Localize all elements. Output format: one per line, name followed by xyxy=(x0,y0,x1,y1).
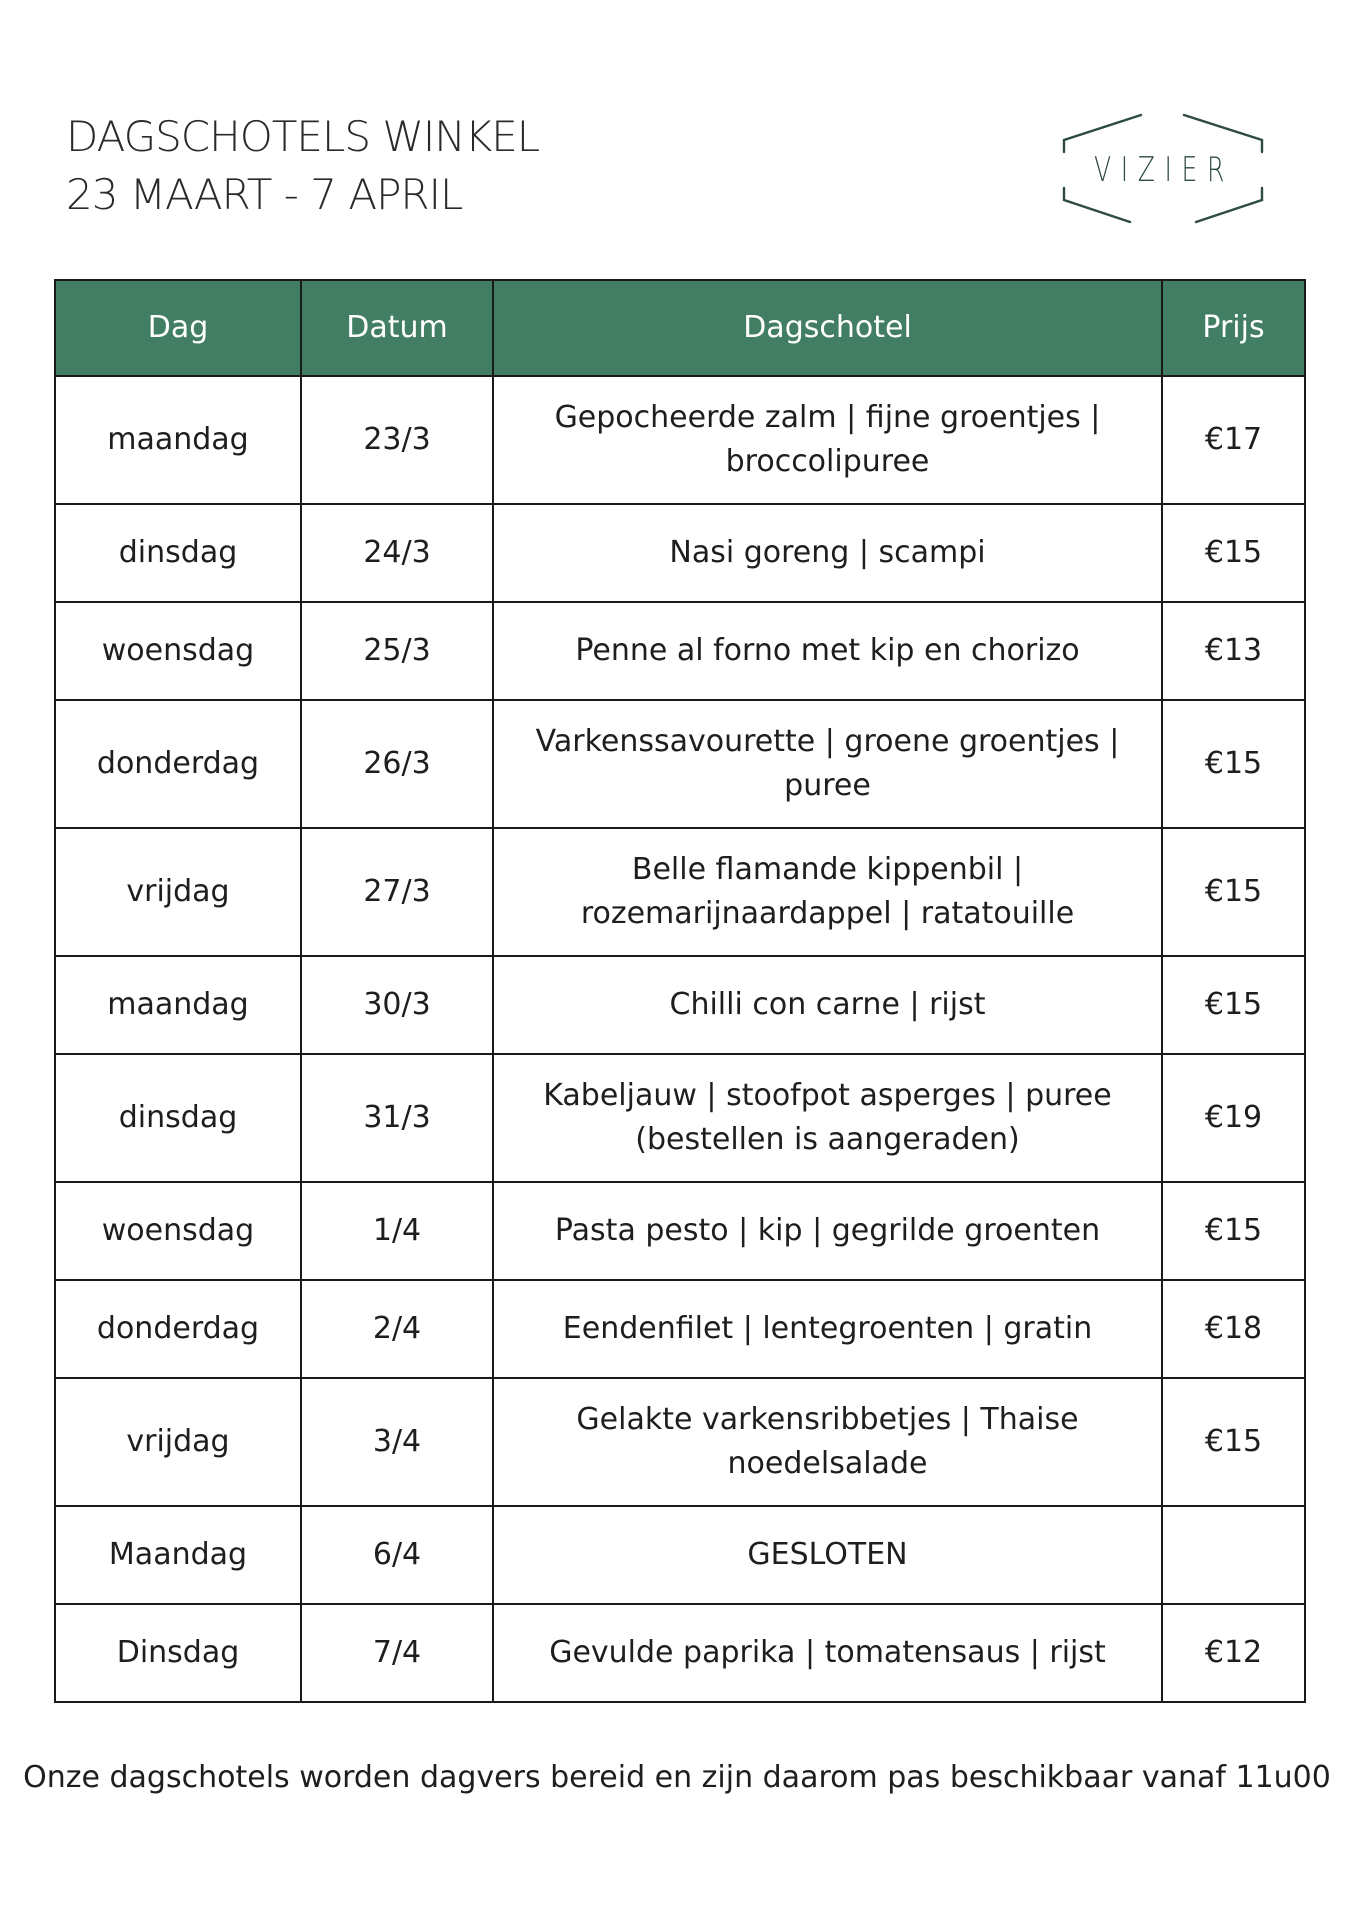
column-header-dagschotel: Dagschotel xyxy=(493,280,1162,376)
cell-dagschotel: Pasta pesto | kip | gegrilde groenten xyxy=(493,1182,1162,1280)
cell-prijs: €13 xyxy=(1162,602,1305,700)
cell-prijs: €18 xyxy=(1162,1280,1305,1378)
table-row xyxy=(55,1378,1305,1506)
cell-dagschotel: Kabeljauw | stoofpot asperges | puree (bestellen is aangeraden) xyxy=(493,1054,1162,1182)
cell-prijs xyxy=(1162,1506,1305,1604)
cell-dagschotel: Gelakte varkensribbetjes | Thaise noedelsalade xyxy=(493,1378,1162,1506)
cell-prijs: €15 xyxy=(1162,956,1305,1054)
cell-dagschotel: Gepocheerde zalm | fijne groentjes | broccolipuree xyxy=(493,376,1162,504)
cell-dag: vrijdag xyxy=(55,828,301,956)
cell-dagschotel: Gevulde paprika | tomatensaus | rijst xyxy=(493,1604,1162,1702)
cell-datum: 7/4 xyxy=(301,1604,493,1702)
logo-text: VIZIER xyxy=(1094,150,1234,190)
cell-prijs: €15 xyxy=(1162,1378,1305,1506)
cell-datum: 1/4 xyxy=(301,1182,493,1280)
cell-dagschotel: Chilli con carne | rijst xyxy=(493,956,1162,1054)
cell-dagschotel: Nasi goreng | scampi xyxy=(493,504,1162,602)
table-row xyxy=(55,1280,1305,1378)
cell-dag: dinsdag xyxy=(55,504,301,602)
cell-dag: woensdag xyxy=(55,602,301,700)
vizier-logo xyxy=(1058,108,1268,228)
table-row xyxy=(55,1054,1305,1182)
table-row xyxy=(55,504,1305,602)
column-header-prijs: Prijs xyxy=(1162,280,1305,376)
title-line-1: DAGSCHOTELS WINKEL xyxy=(66,112,540,161)
column-header-datum: Datum xyxy=(301,280,493,376)
cell-dag: dinsdag xyxy=(55,1054,301,1182)
title-line-2: 23 MAART - 7 APRIL xyxy=(66,170,463,219)
cell-datum: 24/3 xyxy=(301,504,493,602)
cell-dag: Dinsdag xyxy=(55,1604,301,1702)
cell-datum: 23/3 xyxy=(301,376,493,504)
table-row xyxy=(55,1604,1305,1702)
table-row xyxy=(55,1506,1305,1604)
cell-dag: donderdag xyxy=(55,1280,301,1378)
cell-dag: maandag xyxy=(55,376,301,504)
cell-dag: donderdag xyxy=(55,700,301,828)
page-title xyxy=(66,108,539,224)
column-header-dag: Dag xyxy=(55,280,301,376)
cell-datum: 6/4 xyxy=(301,1506,493,1604)
cell-dagschotel: Belle flamande kippenbil | rozemarijnaardappel | ratatouille xyxy=(493,828,1162,956)
table-row xyxy=(55,956,1305,1054)
dagschotels-table xyxy=(54,279,1306,1703)
cell-datum: 30/3 xyxy=(301,956,493,1054)
cell-dagschotel: Eendenfilet | lentegroenten | gratin xyxy=(493,1280,1162,1378)
cell-datum: 26/3 xyxy=(301,700,493,828)
cell-datum: 2/4 xyxy=(301,1280,493,1378)
cell-prijs: €15 xyxy=(1162,700,1305,828)
cell-datum: 3/4 xyxy=(301,1378,493,1506)
cell-dag: Maandag xyxy=(55,1506,301,1604)
cell-prijs: €15 xyxy=(1162,504,1305,602)
cell-datum: 31/3 xyxy=(301,1054,493,1182)
cell-dagschotel: Penne al forno met kip en chorizo xyxy=(493,602,1162,700)
cell-datum: 27/3 xyxy=(301,828,493,956)
cell-prijs: €12 xyxy=(1162,1604,1305,1702)
cell-prijs: €15 xyxy=(1162,828,1305,956)
cell-datum: 25/3 xyxy=(301,602,493,700)
cell-prijs: €17 xyxy=(1162,376,1305,504)
table-row xyxy=(55,700,1305,828)
cell-dag: maandag xyxy=(55,956,301,1054)
cell-dag: vrijdag xyxy=(55,1378,301,1506)
table-row xyxy=(55,828,1305,956)
cell-dagschotel: Varkenssavourette | groene groentjes | puree xyxy=(493,700,1162,828)
table-row xyxy=(55,602,1305,700)
cell-prijs: €19 xyxy=(1162,1054,1305,1182)
table-row xyxy=(55,1182,1305,1280)
cell-dagschotel: GESLOTEN xyxy=(493,1506,1162,1604)
cell-dag: woensdag xyxy=(55,1182,301,1280)
table-header-row xyxy=(55,280,1305,376)
table-row xyxy=(55,376,1305,504)
availability-note: Onze dagschotels worden dagvers bereid en zijn daarom pas beschikbaar vanaf 11u00 xyxy=(23,1760,1331,1795)
cell-prijs: €15 xyxy=(1162,1182,1305,1280)
